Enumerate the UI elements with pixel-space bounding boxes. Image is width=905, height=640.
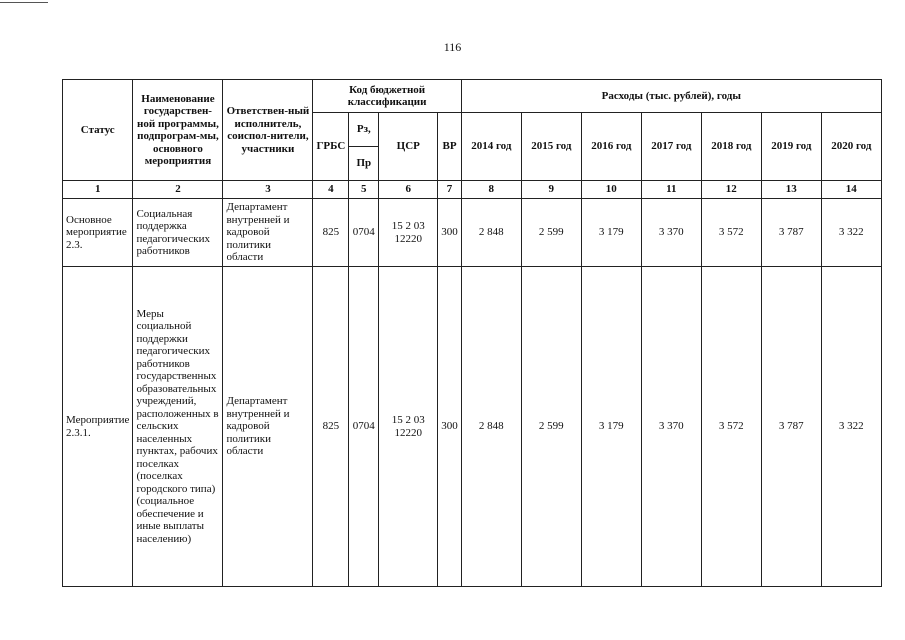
header-grbs: ГРБС — [313, 113, 349, 181]
column-number: 12 — [701, 181, 761, 199]
expense-cell: 3 370 — [641, 199, 701, 267]
scan-edge-line — [0, 2, 48, 3]
csr-cell: 15 2 03 12220 — [379, 199, 438, 267]
status-cell: Мероприятие 2.3.1. — [63, 267, 133, 587]
vr-cell: 300 — [438, 267, 462, 587]
program-name-cell: Социальная поддержка педагогических работников — [133, 199, 223, 267]
grbs-cell: 825 — [313, 267, 349, 587]
executor-cell: Департамент внутренней и кадровой политики области — [223, 199, 313, 267]
column-number: 7 — [438, 181, 462, 199]
expense-cell: 3 322 — [821, 199, 881, 267]
column-number: 13 — [761, 181, 821, 199]
table-row — [63, 199, 882, 267]
header-year: 2014 год — [461, 113, 521, 181]
column-number: 3 — [223, 181, 313, 199]
expense-cell: 3 787 — [761, 267, 821, 587]
header-name: Наименование государствен-ной программы, подпрограм-мы, основного мероприятия — [133, 80, 223, 181]
header-csr: ЦСР — [379, 113, 438, 181]
header-executor: Ответствен-ный исполнитель, соиспол-нители, участники — [223, 80, 313, 181]
header-pr: Пр — [349, 147, 379, 181]
column-number: 14 — [821, 181, 881, 199]
column-number: 9 — [521, 181, 581, 199]
program-name-cell: Меры социальной поддержки педагогических работников государственных образовательных учреждений, расположенных в сельских населенных пунктах, рабочих поселках (поселках городского типа) (социальное обеспечение и иные выплаты населению) — [133, 267, 223, 587]
header-year: 2020 год — [821, 113, 881, 181]
expense-cell: 3 179 — [581, 267, 641, 587]
expense-cell: 2 599 — [521, 199, 581, 267]
column-number: 2 — [133, 181, 223, 199]
status-cell: Основное мероприятие 2.3. — [63, 199, 133, 267]
header-year: 2018 год — [701, 113, 761, 181]
rzpr-cell: 0704 — [349, 267, 379, 587]
expense-cell: 2 848 — [461, 199, 521, 267]
grbs-cell: 825 — [313, 199, 349, 267]
header-vr: ВР — [438, 113, 462, 181]
expense-cell: 3 572 — [701, 267, 761, 587]
header-status: Статус — [63, 80, 133, 181]
header-year: 2017 год — [641, 113, 701, 181]
header-year: 2016 год — [581, 113, 641, 181]
column-number: 6 — [379, 181, 438, 199]
rzpr-cell: 0704 — [349, 199, 379, 267]
header-year: 2019 год — [761, 113, 821, 181]
expense-cell: 3 370 — [641, 267, 701, 587]
header-budget-code: Код бюджетной классификации — [313, 80, 461, 113]
executor-cell: Департамент внутренней и кадровой политики области — [223, 267, 313, 587]
page-number: 116 — [443, 40, 462, 54]
expense-cell: 2 848 — [461, 267, 521, 587]
expense-cell: 3 787 — [761, 199, 821, 267]
column-number: 1 — [63, 181, 133, 199]
column-number: 8 — [461, 181, 521, 199]
table-row — [63, 267, 882, 587]
header-rz: Рз, — [349, 113, 379, 147]
header-year: 2015 год — [521, 113, 581, 181]
column-number-row — [63, 181, 882, 199]
expense-cell: 3 572 — [701, 199, 761, 267]
vr-cell: 300 — [438, 199, 462, 267]
budget-table — [62, 79, 882, 587]
expense-cell: 3 322 — [821, 267, 881, 587]
column-number: 5 — [349, 181, 379, 199]
expense-cell: 3 179 — [581, 199, 641, 267]
csr-cell: 15 2 03 12220 — [379, 267, 438, 587]
column-number: 4 — [313, 181, 349, 199]
column-number: 10 — [581, 181, 641, 199]
expense-cell: 2 599 — [521, 267, 581, 587]
header-expenses: Расходы (тыс. рублей), годы — [461, 80, 881, 113]
column-number: 11 — [641, 181, 701, 199]
